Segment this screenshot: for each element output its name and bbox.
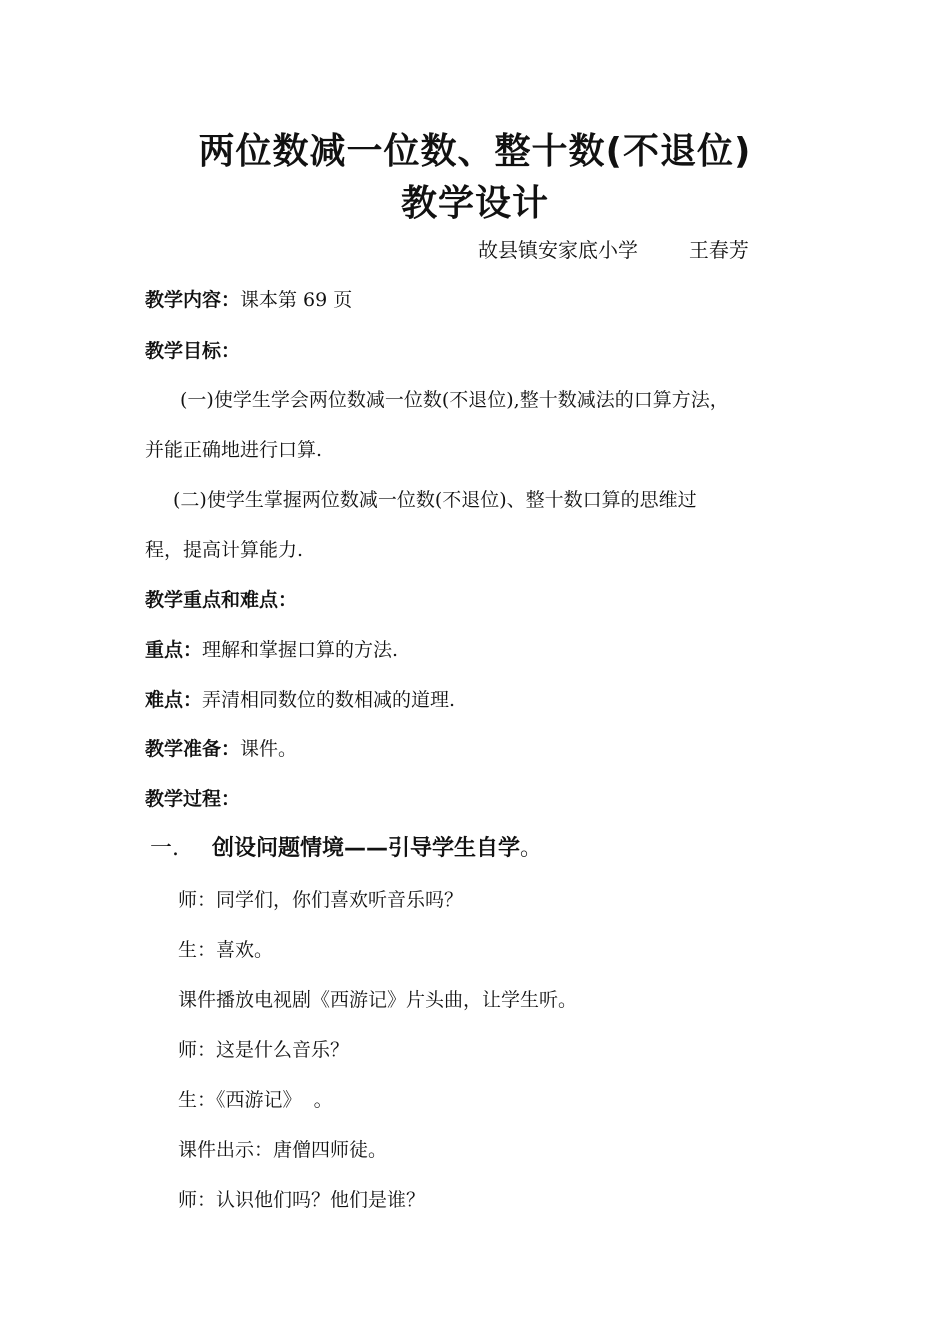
focus-label: 重点：	[145, 639, 203, 661]
key-points-label: 教学重点和难点：	[145, 589, 298, 611]
author-line: 故县镇安家底小学 王春芳	[478, 238, 749, 262]
dialogue-line-5: 生：《西游记》 。	[178, 1089, 333, 1111]
process-label: 教学过程：	[145, 788, 241, 810]
document-title-line2: 教学设计	[400, 183, 549, 224]
section-1-title-end: 。	[520, 836, 543, 861]
preparation-text: 课件。	[240, 738, 298, 760]
objective-2-line1: (二)使学生掌握两位数减一位数(不退位)、整十数口算的思维过	[173, 489, 697, 511]
section-1-number: 一.	[150, 836, 179, 861]
preparation-line	[145, 735, 297, 763]
dialogue-line-7: 师：认识他们吗？他们是谁？	[178, 1189, 426, 1211]
preparation-label: 教学准备：	[145, 738, 241, 760]
difficulty-label: 难点：	[145, 689, 203, 711]
section-1-heading	[150, 833, 542, 865]
dialogue-line-4: 师：这是什么音乐？	[178, 1039, 350, 1061]
objective-1-line2: 并能正确地进行口算.	[145, 439, 323, 461]
dialogue-line-1: 师：同学们，你们喜欢听音乐吗？	[178, 889, 464, 911]
objective-1-line1: (一)使学生学会两位数减一位数(不退位),整十数减法的口算方法，	[180, 389, 729, 411]
difficulty-line	[145, 686, 455, 714]
dialogue-line-3: 课件播放电视剧《西游记》片头曲，让学生听。	[178, 989, 578, 1011]
dialogue-line-6: 课件出示：唐僧四师徒。	[178, 1139, 388, 1161]
objective-2-line2: 程，提高计算能力.	[145, 539, 304, 561]
difficulty-text: 弄清相同数位的数相减的道理.	[202, 689, 456, 711]
focus-text: 理解和掌握口算的方法.	[202, 639, 399, 661]
teaching-content-text: 课本第 69 页	[240, 289, 353, 311]
section-1-title: 创设问题情境——引导学生自学	[212, 836, 521, 861]
focus-line	[145, 636, 398, 664]
dialogue-line-2: 生：喜欢。	[178, 939, 274, 961]
teaching-content-label: 教学内容：	[145, 289, 241, 311]
teaching-content	[145, 286, 352, 314]
document-title-line1: 两位数减一位数、整十数(不退位)	[198, 131, 752, 172]
objectives-label: 教学目标：	[145, 340, 241, 362]
